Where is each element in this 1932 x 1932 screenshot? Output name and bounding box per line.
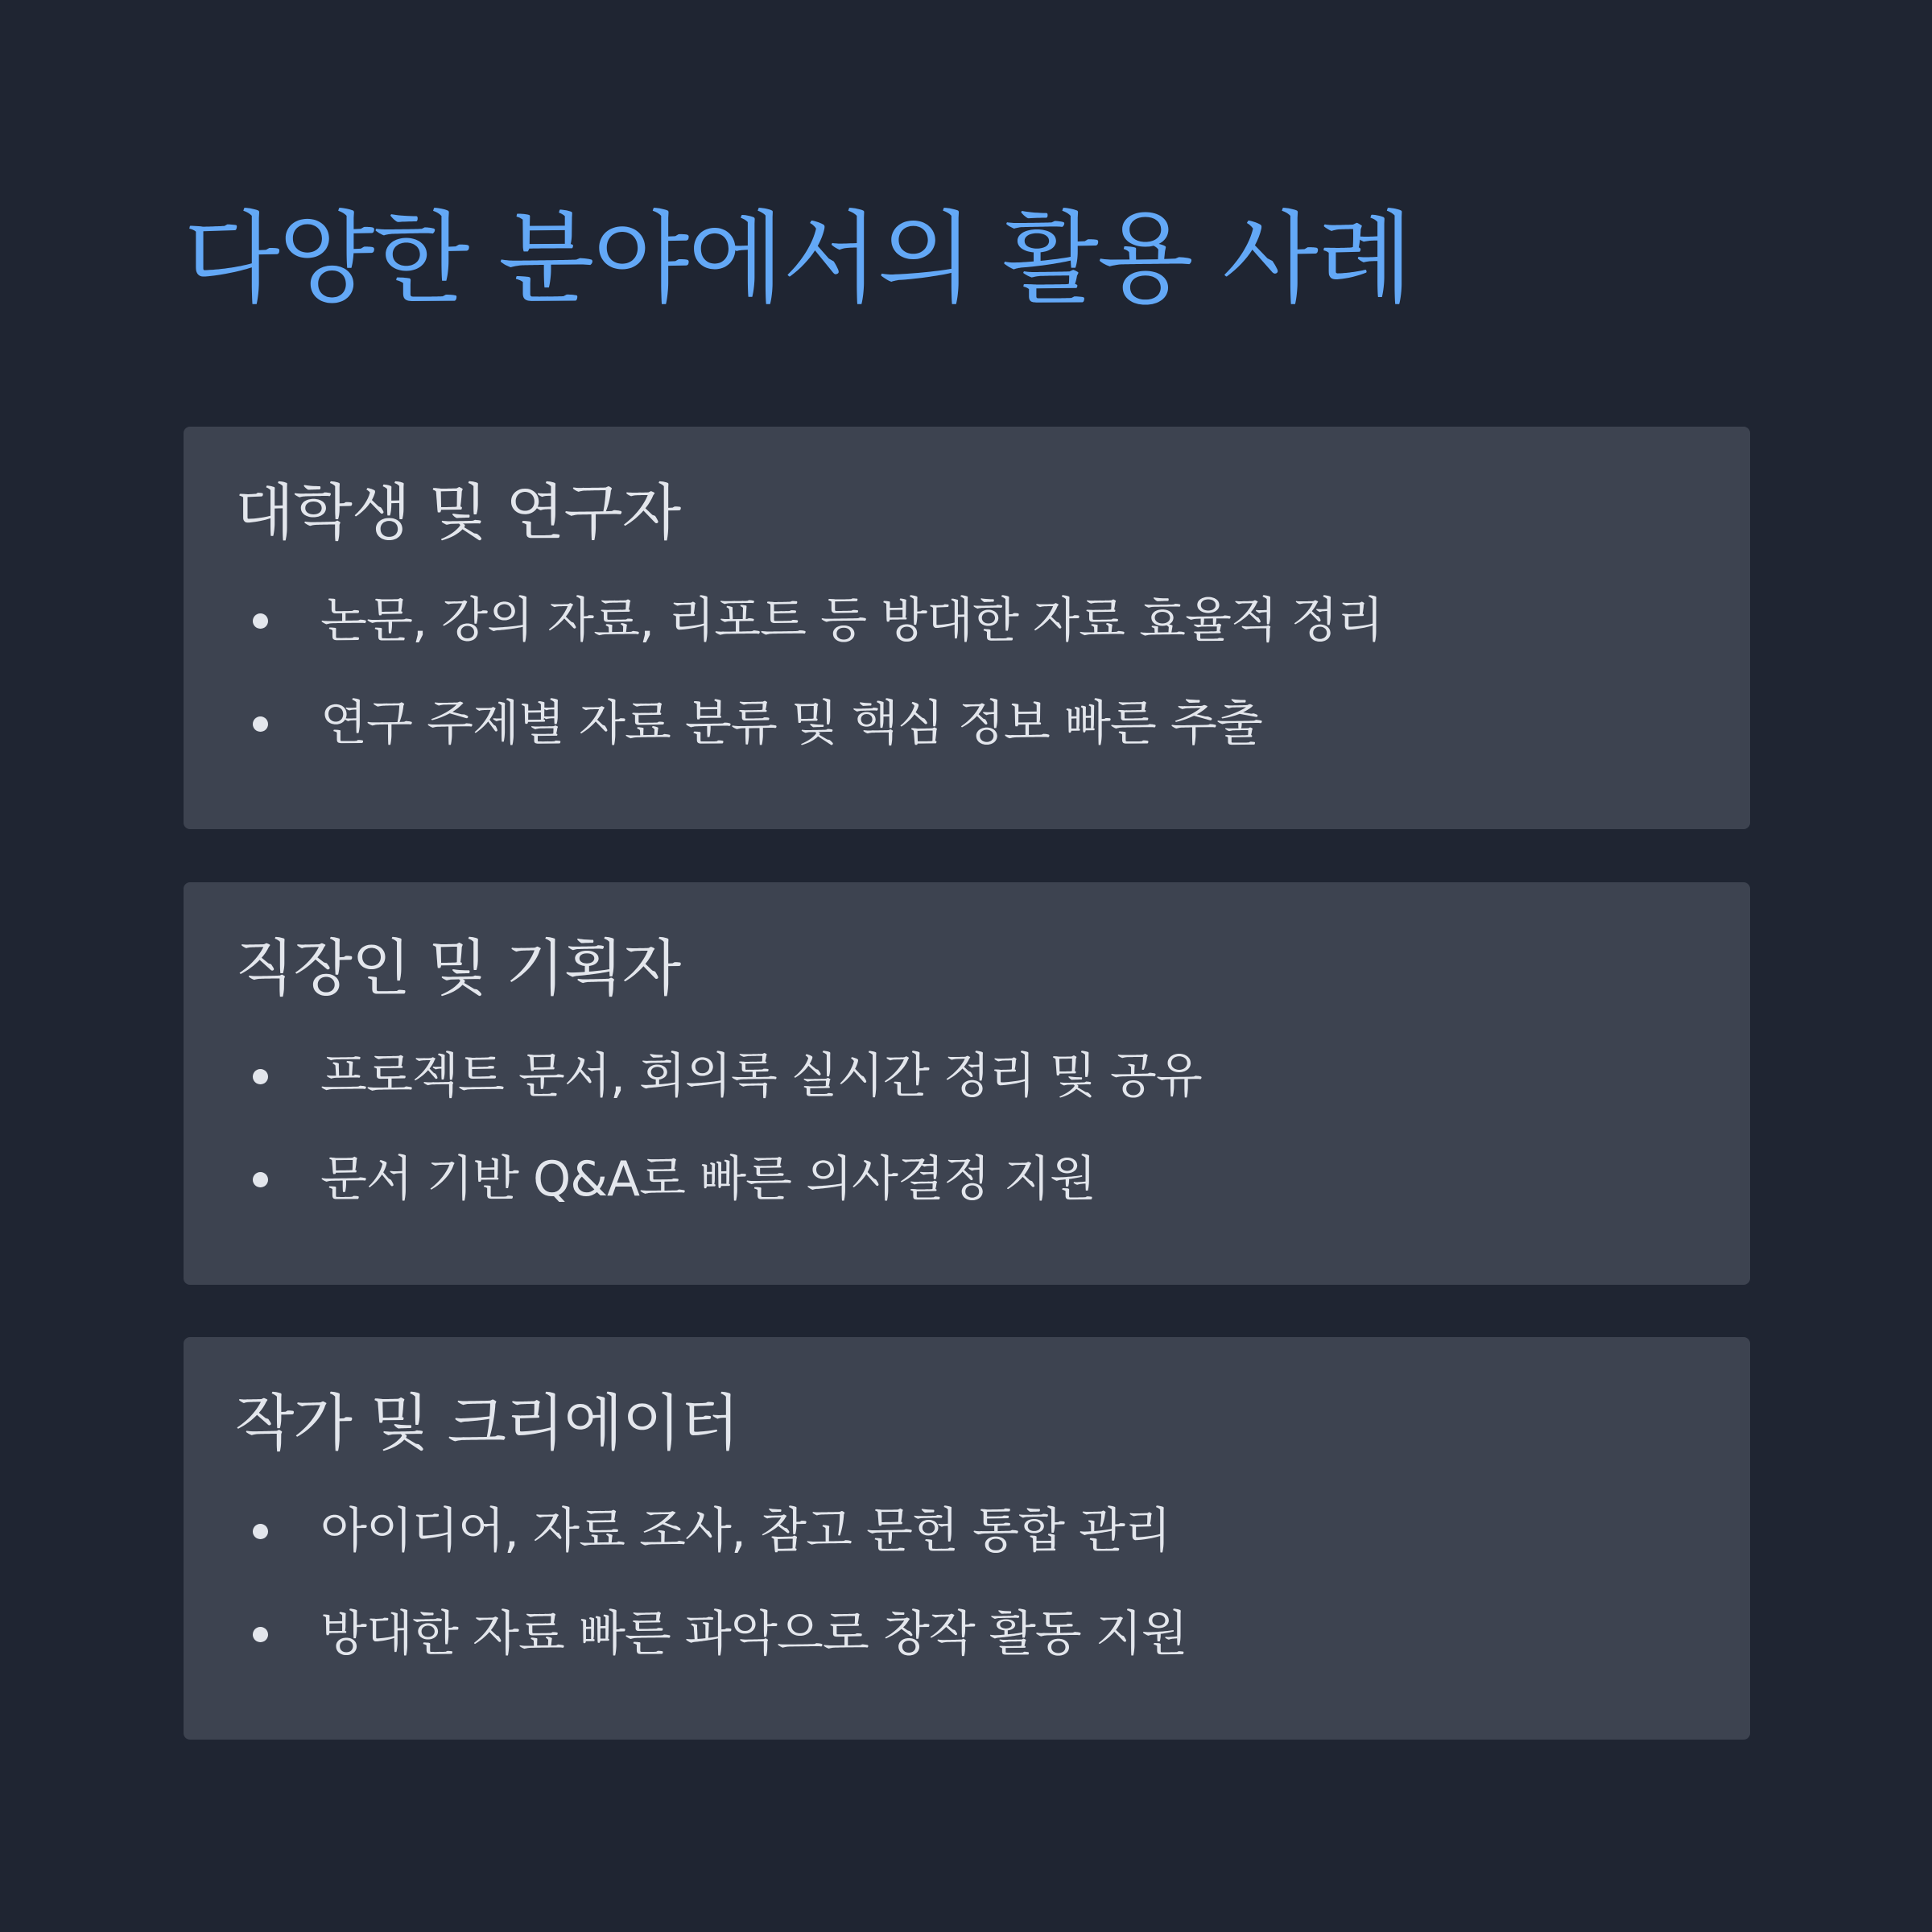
- card-title: 대학생 및 연구자: [235, 477, 681, 548]
- list-item-text: 문서 기반 Q&A로 빠른 의사결정 지원: [320, 1151, 1096, 1208]
- list-item: [235, 1032, 1202, 1135]
- list-item: [235, 1135, 1202, 1238]
- bullet-list: [235, 1032, 1202, 1238]
- use-case-card-office-workers: [184, 882, 1750, 1285]
- list-item: [235, 679, 1383, 782]
- bullet-icon: [253, 1172, 268, 1187]
- bullet-list: [235, 1487, 1187, 1693]
- bullet-icon: [253, 1524, 268, 1539]
- list-item-text: 아이디어, 자료 조사, 참고 문헌 통합 관리: [320, 1503, 1170, 1559]
- bullet-icon: [253, 1069, 268, 1084]
- bullet-icon: [253, 716, 268, 732]
- list-item: [235, 576, 1383, 679]
- list-item-text: 프로젝트 문서, 회의록 실시간 정리 및 공유: [320, 1048, 1202, 1104]
- list-item-text: 연구 주제별 자료 분류 및 핵심 정보 빠른 추출: [320, 696, 1262, 752]
- page-title: 다양한 분야에서의 활용 사례: [184, 201, 1412, 317]
- list-item: [235, 1590, 1187, 1693]
- card-title: 작가 및 크리에이터: [235, 1387, 739, 1459]
- use-case-card-creators: [184, 1337, 1750, 1740]
- use-case-card-students: [184, 427, 1750, 829]
- list-item-text: 방대한 자료 빠른 파악으로 창작 활동 지원: [320, 1606, 1187, 1662]
- card-title: 직장인 및 기획자: [235, 932, 681, 1004]
- list-item-text: 논문, 강의 자료, 리포트 등 방대한 자료 효율적 정리: [320, 592, 1383, 649]
- list-item: [235, 1487, 1187, 1590]
- bullet-list: [235, 576, 1383, 782]
- bullet-icon: [253, 1627, 268, 1642]
- bullet-icon: [253, 613, 268, 629]
